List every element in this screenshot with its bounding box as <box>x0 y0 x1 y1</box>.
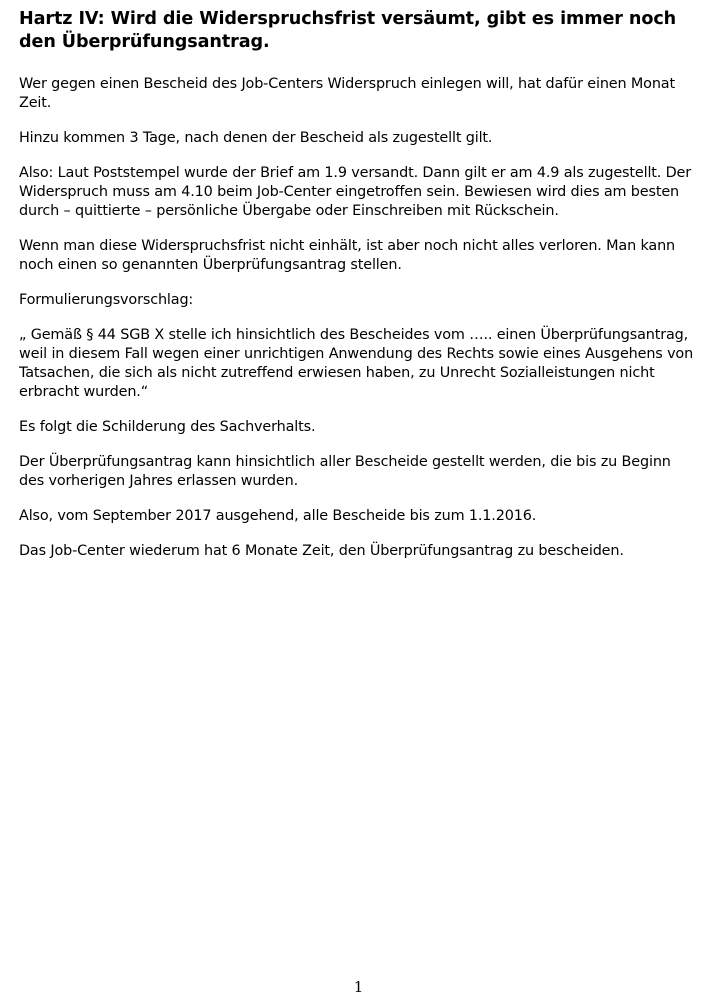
paragraph-scope: Der Überprüfungsantrag kann hinsichtlich aller Bescheide gestellt werden, die bis zu Beginn des vorherigen Jahres erlassen wurden. <box>19 454 671 489</box>
paragraph-response-time: Das Job-Center wiederum hat 6 Monate Zeit, den Überprüfungsantrag zu bescheiden. <box>19 543 624 559</box>
document-title: Hartz IV: Wird die Widerspruchsfrist versäumt, gibt es immer noch den Überprüfungsantrag. <box>19 9 677 52</box>
paragraph-scope-example: Also, vom September 2017 ausgehend, alle Bescheide bis zum 1.1.2016. <box>19 508 537 524</box>
paragraph-wording-quote: „ Gemäß § 44 SGB X stelle ich hinsichtlich des Bescheides vom ….. einen Überprüfungsantrag, weil in diesem Fall wegen einer unrichtigen Anwendung des Rechts sowie eines Ausgehens von Tatsachen, die sich als nicht zutreffend erwiesen haben, zu Unrecht Sozialleistungen nicht erbracht wurden.“ <box>19 327 694 400</box>
paragraph-example: Also: Laut Poststempel wurde der Brief am 1.9 versandt. Dann gilt er am 4.9 als zugestellt. Der Widerspruch muss am 4.10 beim Job-Center eingetroffen sein. Bewiesen wird dies am besten durch – quittierte – persönliche Übergabe oder Einschreiben mit Rückschein. <box>19 165 692 219</box>
paragraph-delivery-days: Hinzu kommen 3 Tage, nach denen der Bescheid als zugestellt gilt. <box>19 130 493 146</box>
paragraph-deadline: Wer gegen einen Bescheid des Job-Centers Widerspruch einlegen will, hat dafür einen Monat Zeit. <box>19 76 675 111</box>
page-number: 1 <box>353 978 364 996</box>
paragraph-review-request: Wenn man diese Widerspruchsfrist nicht einhält, ist aber noch nicht alles verloren. Man kann noch einen so genannten Überprüfungsantrag stellen. <box>19 238 676 273</box>
paragraph-facts: Es folgt die Schilderung des Sachverhalts. <box>19 419 316 435</box>
paragraph-wording-label: Formulierungsvorschlag: <box>19 292 194 308</box>
document-body <box>19 8 699 577</box>
